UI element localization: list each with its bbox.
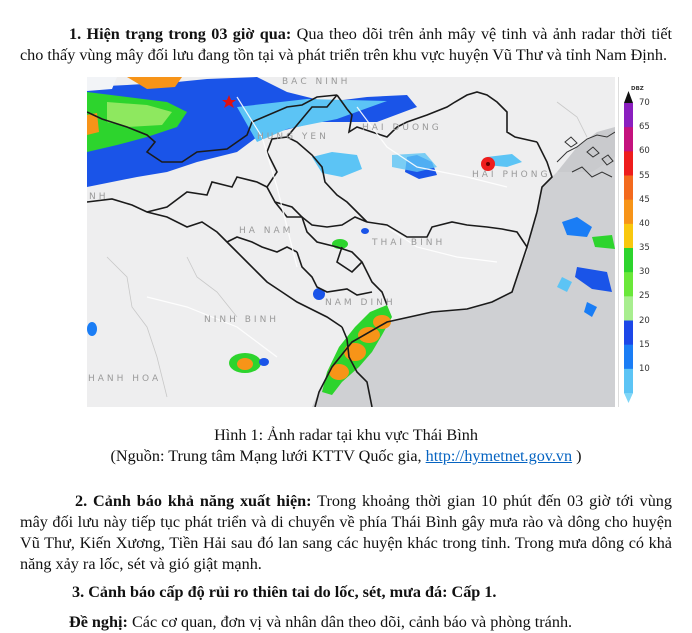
legend-tick-label: 30: [639, 267, 650, 278]
map-label-thanh-hoa: HANH HOA: [88, 374, 162, 384]
map-label-thai-binh: THAI BINH: [372, 238, 446, 248]
dbz-legend: [618, 77, 659, 407]
legend-swatch: [624, 345, 633, 370]
legend-swatch: [624, 296, 633, 321]
recommendation: [69, 612, 679, 633]
legend-swatch: [624, 272, 633, 297]
section2-heading: 2. Cảnh báo khả năng xuất hiện:: [75, 492, 312, 511]
map-label-ha-nam: HA NAM: [239, 226, 294, 236]
section-risk-level: 3. Cảnh báo cấp độ rủi ro thiên tai do lốc, sét, mưa đá: Cấp 1.: [72, 583, 497, 602]
recommendation-body: Các cơ quan, đơn vị và nhân dân theo dõi, cảnh báo và phòng tránh.: [127, 613, 573, 632]
echo-left-edge: [87, 322, 97, 336]
figure-caption: Hình 1: Ảnh radar tại khu vực Thái Bình: [214, 426, 478, 444]
map-label-edge: NH: [89, 192, 109, 202]
legend-swatch: [624, 248, 633, 273]
legend-tick-label: 40: [639, 218, 650, 229]
map-label-ninh-binh: NINH BINH: [204, 315, 280, 325]
radar-figure: [87, 77, 658, 407]
map-label-hung-yen: HUNG YEN: [257, 132, 329, 142]
echo-ninhbinh-blue: [259, 358, 269, 366]
legend-tick-label: 15: [639, 339, 650, 350]
source-link[interactable]: http://hymetnet.gov.vn: [425, 447, 573, 465]
radar-map: [87, 77, 615, 407]
radar-map-graphic: [87, 77, 615, 407]
legend-swatch: [624, 151, 633, 176]
legend-tick-label: 35: [639, 243, 650, 253]
legend-tick-label: 20: [639, 315, 650, 326]
legend-unit: DBZ: [631, 86, 644, 92]
source-suffix: ): [572, 447, 582, 465]
legend-arrow-top: [624, 91, 633, 103]
section1-heading: 1. Hiện trạng trong 03 giờ qua:: [69, 25, 292, 44]
section2-body: Trong khoảng thời gian 10 phút đến 03 giờ tới vùng mây đối lưu này tiếp tục phát triển và di chuyển về phía Thái Bình gây mưa rào và dông cho huyện Vũ Thư, Kiến Xương, Tiền Hải sau đó lan sang các huyện khác trong tỉnh. Trong mưa dông có khả năng xảy ra lốc, sét và gió giật mạnh.: [20, 492, 672, 574]
legend-tick-label: 60: [639, 146, 650, 157]
echo-namdinh-core-2: [358, 327, 380, 343]
radar-station-center: [486, 162, 490, 166]
legend-tick-label: 10: [639, 363, 650, 374]
legend-swatch: [624, 176, 633, 201]
source-prefix: (Nguồn: Trung tâm Mạng lưới KTTV Quốc gia,: [110, 447, 426, 465]
legend-tick-label: 55: [639, 170, 650, 181]
legend-swatch: [624, 224, 633, 249]
section1-body: Qua theo dõi trên ảnh mây vệ tinh và ảnh radar thời tiết cho thấy vùng mây đối lưu đang tồn tại và phát triển trên khu vực huyện Vũ Thư và tỉnh Nam Định.: [20, 25, 673, 65]
legend-swatch: [624, 200, 633, 225]
figure-source: [0, 446, 692, 467]
legend-swatch: [624, 103, 633, 128]
legend-tick-label: 25: [639, 291, 650, 302]
legend-tick-label: 45: [639, 194, 650, 205]
recommendation-label: Đề nghị:: [69, 613, 128, 632]
legend-swatch: [624, 369, 633, 394]
legend-tick-label: 70: [639, 98, 650, 108]
map-label-hai-phong: HAI PHONG: [472, 170, 551, 180]
echo-ninhbinh-core: [237, 358, 253, 370]
echo-thaibinh-3: [361, 228, 369, 234]
section-warning: [20, 491, 672, 575]
map-label-hai-duong: HAI DUONG: [362, 123, 442, 133]
map-label-bac-ninh: BẮC NINH: [282, 77, 351, 87]
section-current-status: [20, 24, 672, 66]
echo-sea-3: [592, 235, 615, 249]
legend-swatch: [624, 127, 633, 152]
map-label-nam-dinh: NAM DINH: [325, 298, 396, 308]
legend-tick-label: 65: [639, 122, 650, 133]
legend-swatch: [624, 321, 633, 346]
legend-arrow-bottom: [624, 393, 633, 403]
